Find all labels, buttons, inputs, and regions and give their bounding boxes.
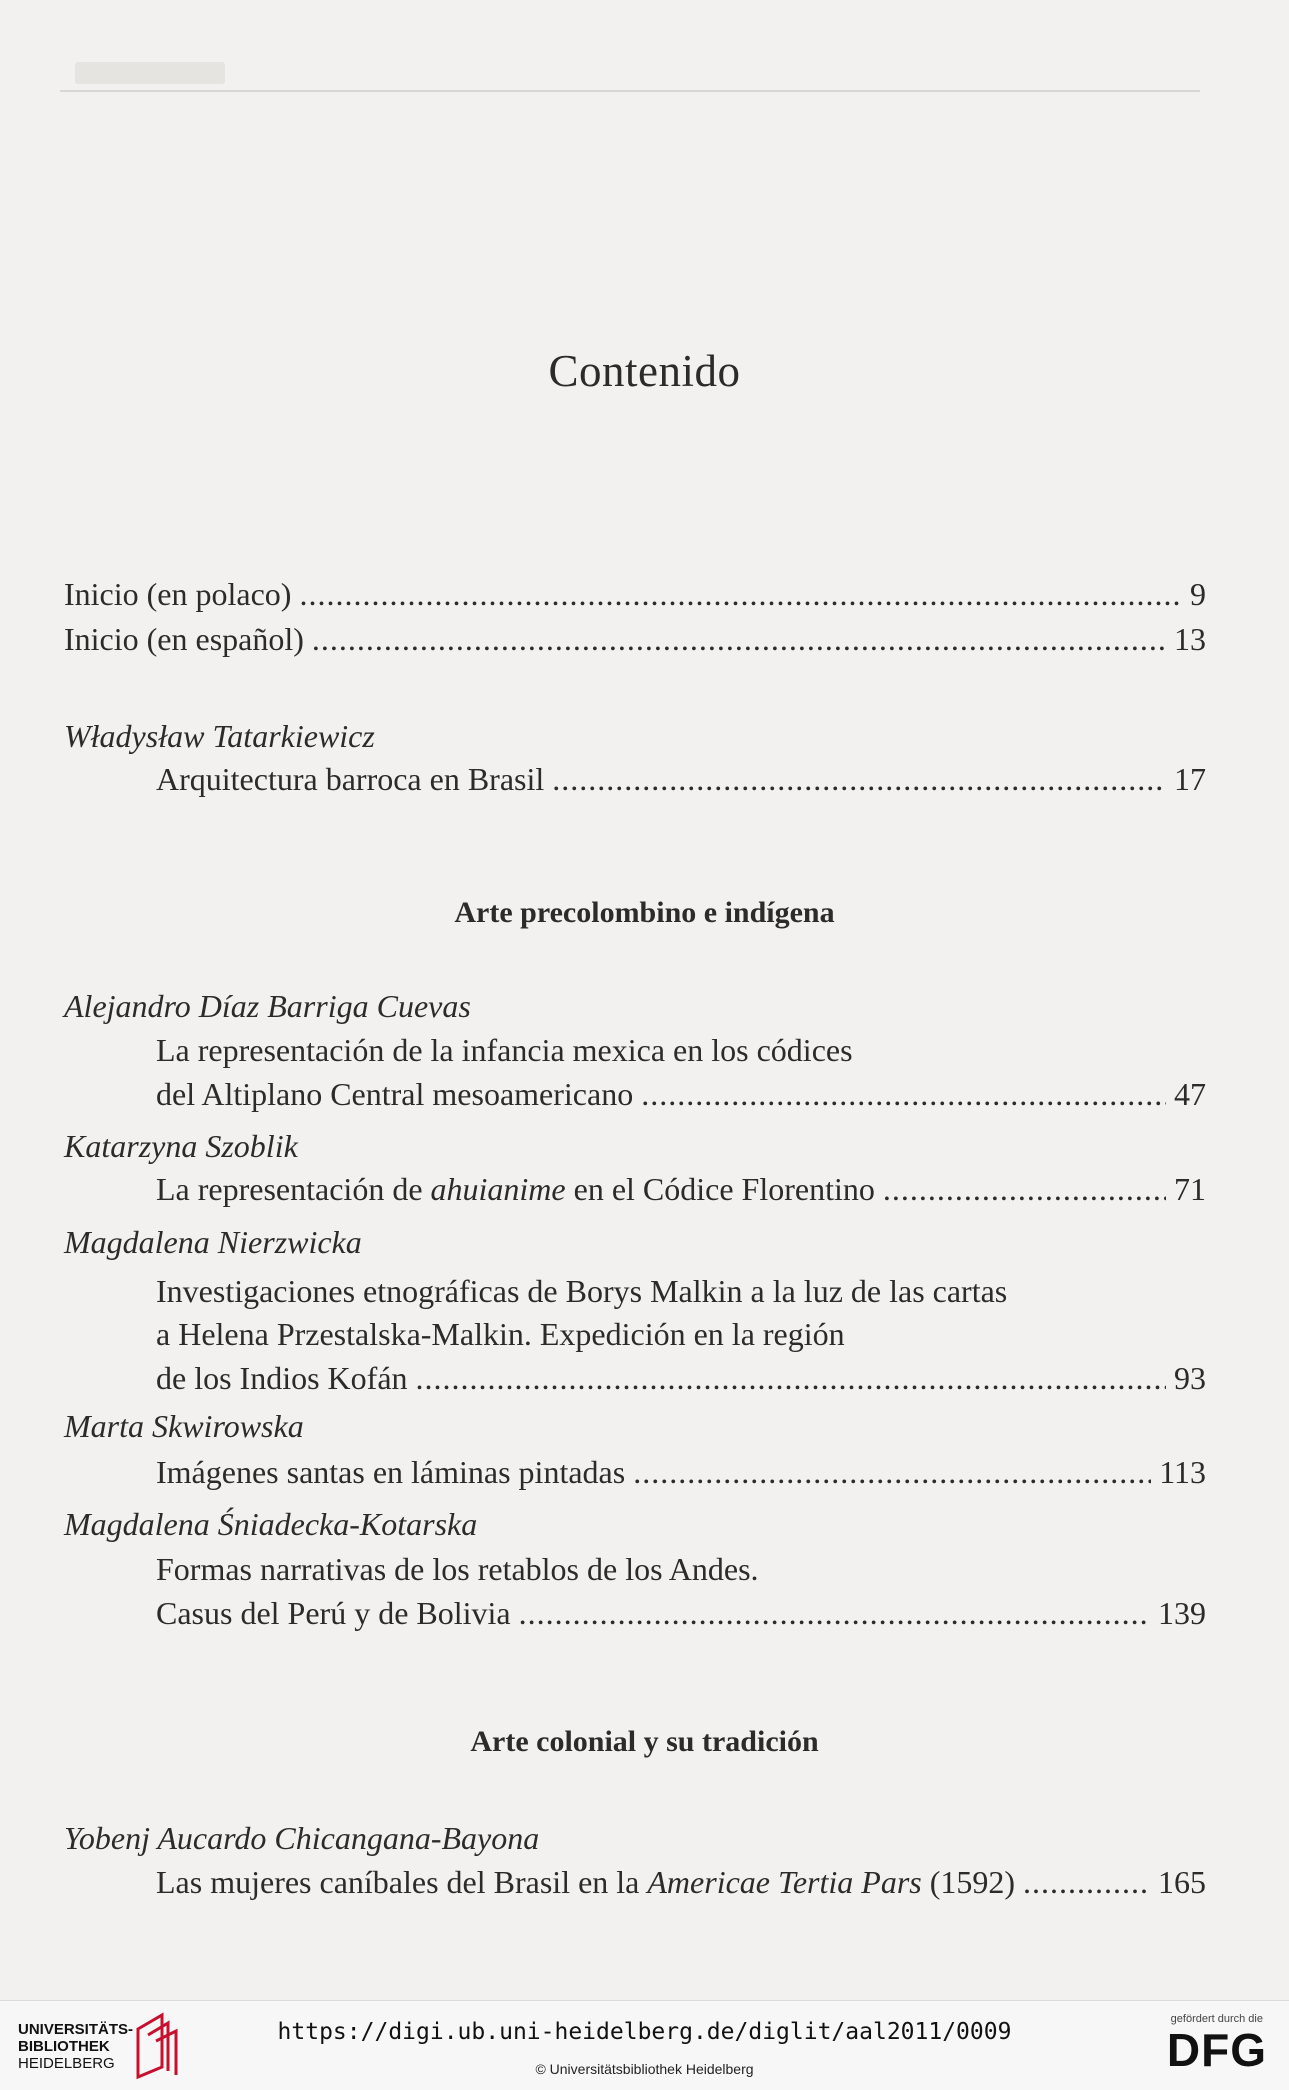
toc-entry[interactable] xyxy=(156,1078,1206,1110)
toc-page-number: 71 xyxy=(1174,1171,1206,1207)
toc-entry[interactable] xyxy=(156,1362,1206,1394)
author-name: Magdalena Nierzwicka xyxy=(64,1224,362,1260)
toc-entry-title xyxy=(156,1866,1015,1898)
library-name-line: HEIDELBERG xyxy=(18,2055,115,2072)
author-name: Yobenj Aucardo Chicangana-Bayona xyxy=(64,1820,540,1856)
leader-dots xyxy=(552,763,1166,795)
toc-entry[interactable] xyxy=(64,578,1206,610)
bleed-through-mark xyxy=(75,62,225,84)
section-heading: Arte colonial y su tradición xyxy=(470,1725,819,1758)
title-italic-part: Americae Tertia Pars xyxy=(647,1864,922,1900)
viewer-footer xyxy=(0,2000,1289,2090)
toc-entry-title xyxy=(156,1173,875,1205)
toc-entry[interactable] xyxy=(64,623,1206,655)
toc-page-number: 165 xyxy=(1158,1864,1206,1900)
leader-dots xyxy=(519,1597,1150,1629)
toc-entry-title: del Altiplano Central mesoamericano xyxy=(156,1076,634,1112)
title-part: en el Códice Florentino xyxy=(565,1171,875,1207)
toc-entry-title-line: a Helena Przestalska-Malkin. Expedición en la región xyxy=(156,1316,845,1352)
toc-entry-title-line: La representación de la infancia mexica en los códices xyxy=(156,1032,853,1068)
author-name: Katarzyna Szoblik xyxy=(64,1128,298,1164)
author-name: Alejandro Díaz Barriga Cuevas xyxy=(64,988,471,1024)
toc-page-number: 113 xyxy=(1159,1454,1206,1490)
title-part: (1592) xyxy=(921,1864,1016,1900)
toc-entry[interactable] xyxy=(156,1866,1206,1898)
toc-page-number: 47 xyxy=(1174,1076,1206,1112)
author-name: Marta Skwirowska xyxy=(64,1408,304,1444)
page-title: Contenido xyxy=(548,346,741,396)
toc-entry-title: Inicio (en español) xyxy=(64,621,304,657)
author-name: Władysław Tatarkiewicz xyxy=(64,718,375,754)
leader-dots xyxy=(299,578,1182,610)
library-name-line: BIBLIOTHEK xyxy=(18,2038,110,2055)
leader-dots xyxy=(416,1362,1166,1394)
toc-entry-title-line: Investigaciones etnográficas de Borys Malkin a la luz de las cartas xyxy=(156,1273,1008,1309)
leader-dots xyxy=(883,1173,1166,1205)
toc-page-number: 93 xyxy=(1174,1360,1206,1396)
toc-entry[interactable] xyxy=(156,1173,1206,1205)
leader-dots xyxy=(633,1456,1151,1488)
toc-page-number: 9 xyxy=(1190,576,1206,612)
leader-dots xyxy=(1023,1866,1150,1898)
title-part: La representación de xyxy=(156,1171,431,1207)
toc-entry-title: Inicio (en polaco) xyxy=(64,576,292,612)
leader-dots xyxy=(312,623,1166,655)
toc-entry[interactable] xyxy=(156,1456,1206,1488)
dfg-logo[interactable]: DFG xyxy=(1166,2024,1267,2076)
toc-page-number: 17 xyxy=(1174,761,1206,797)
toc-entry[interactable] xyxy=(156,1597,1206,1629)
funding-note: gefördert durch die xyxy=(1170,2013,1263,2025)
permalink-url[interactable]: https://digi.ub.uni-heidelberg.de/diglit/aal2011/0009 xyxy=(277,2019,1012,2045)
toc-entry-title-line: Formas narrativas de los retablos de los Andes. xyxy=(156,1551,759,1587)
toc-page-number: 13 xyxy=(1174,621,1206,657)
toc-entry-title: Imágenes santas en láminas pintadas xyxy=(156,1454,626,1490)
toc-entry-title: Casus del Perú y de Bolivia xyxy=(156,1595,511,1631)
bleed-through-rule xyxy=(60,90,1200,92)
copyright-notice: © Universitätsbibliothek Heidelberg xyxy=(535,2061,754,2077)
title-part: Las mujeres caníbales del Brasil en la xyxy=(156,1864,648,1900)
library-name-line: UNIVERSITÄTS- xyxy=(18,2021,134,2038)
author-name: Magdalena Śniadecka-Kotarska xyxy=(64,1506,478,1542)
toc-entry[interactable] xyxy=(156,763,1206,795)
leader-dots xyxy=(641,1078,1166,1110)
toc-page-number: 139 xyxy=(1158,1595,1206,1631)
title-italic-part: ahuianime xyxy=(430,1171,566,1207)
toc-entry-title: de los Indios Kofán xyxy=(156,1360,408,1396)
toc-entry-title: Arquitectura barroca en Brasil xyxy=(156,761,545,797)
section-heading: Arte precolombino e indígena xyxy=(454,896,835,929)
